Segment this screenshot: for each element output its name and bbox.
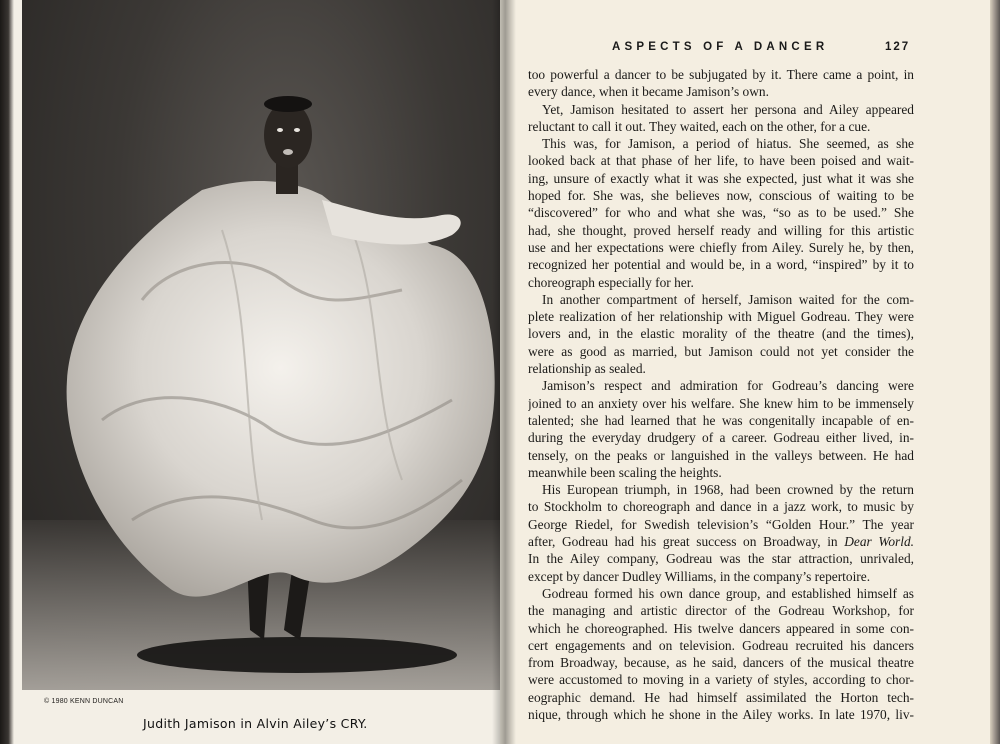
text-line-content: recognized her potential and would be, in a word, “inspired” by it to	[528, 257, 914, 273]
text-line	[528, 222, 914, 239]
text-line	[528, 325, 914, 342]
text-line-content: This was, for Jamison, a period of hiatus. She seemed, as she	[542, 136, 914, 152]
text-line	[528, 395, 914, 412]
text-line-content: ing, unsure of exactly what it was she expected, just what it was she	[528, 170, 914, 186]
text-line-content: use and her expectations were chiefly from Ailey. Surely he, by then,	[528, 239, 914, 255]
text-line-content: In another compartment of herself, Jamison waited for the com-	[542, 291, 914, 307]
text-line-content: were as good as married, but Jamison could not yet consider the	[528, 343, 914, 359]
text-line-content: every dance, when it became Jamison’s own.	[528, 84, 769, 100]
text-line	[528, 66, 914, 83]
text-line-content: In the Ailey company, Godreau was the star attraction, unrivaled,	[528, 551, 914, 567]
text-line-content: “discovered” for who and what she was, “so as to be used.” She	[528, 205, 914, 221]
dancer-illustration	[22, 0, 500, 690]
text-line	[528, 360, 914, 377]
text-line	[528, 550, 914, 567]
page-number: 127	[885, 41, 911, 53]
text-line-content: Yet, Jamison hesitated to assert her persona and Ailey appeared	[542, 101, 914, 117]
text-line	[528, 83, 914, 100]
text-line-content: to Stockholm to choreograph and dance in a jazz work, to music by	[528, 499, 914, 515]
left-page-edge	[0, 0, 14, 744]
text-line-content: were accustomed to moving in a variety of styles, according to chor-	[528, 672, 914, 688]
text-line-content: which he choreographed. His twelve dancers appeared in some con-	[528, 620, 914, 636]
text-line-content: except by dancer Dudley Williams, in the company’s repertoire.	[528, 568, 871, 584]
text-line	[528, 343, 914, 360]
italic-title: Dear World.	[844, 534, 914, 550]
text-line-content: too powerful a dancer to be subjugated by it. There came a point, in	[528, 67, 914, 82]
text-line	[528, 204, 914, 221]
text-line-content: George Riedel, for Swedish television’s “Golden Hour.” The year	[528, 516, 914, 532]
text-line-content: had, she thought, proved herself ready and willing for this artistic	[528, 222, 914, 238]
text-line-content: cert engagements and on television. Godreau recruited his dancers	[528, 637, 914, 653]
text-line	[528, 447, 914, 464]
body-text	[528, 66, 914, 723]
text-line	[528, 152, 914, 169]
text-line	[528, 170, 914, 187]
running-head: ASPECTS OF A DANCER	[612, 41, 829, 53]
text-line	[528, 671, 914, 688]
text-line-content: relationship as sealed.	[528, 361, 646, 377]
text-line-content: the managing and artistic director of the Godreau Workshop, for	[528, 603, 914, 619]
text-line	[528, 291, 914, 308]
text-line	[528, 239, 914, 256]
text-line	[528, 429, 914, 446]
book-gutter	[492, 0, 516, 744]
right-page-edge	[990, 0, 1000, 744]
text-line-content: joined to an anxiety over his welfare. She knew him to be immensely	[528, 395, 914, 411]
text-line	[528, 654, 914, 671]
text-line-content: hoped for. She was, she believes now, conscious of waiting to be	[528, 188, 914, 204]
text-line	[528, 620, 914, 637]
text-line	[528, 464, 914, 481]
text-line	[528, 135, 914, 152]
text-line-content: from Broadway, because, as he said, dancers of the musical theatre	[528, 655, 914, 671]
photo-caption: Judith Jamison in Alvin Ailey’s CRY.	[143, 716, 368, 731]
text-line-content: looked back at that phase of her life, to have been poised and wait-	[528, 153, 914, 169]
text-line	[528, 706, 914, 723]
text-line	[528, 568, 914, 585]
text-line	[528, 498, 914, 515]
text-line	[528, 187, 914, 204]
text-line-content: nique, through which he shone in the Ailey works. In late 1970, liv-	[528, 706, 914, 722]
text-line	[528, 118, 914, 135]
text-line-content: Godreau formed his own dance group, and established himself as	[542, 585, 914, 601]
text-line-content: after, Godreau had his great success on Broadway, in	[528, 534, 845, 550]
text-line	[528, 602, 914, 619]
text-line	[528, 585, 914, 602]
photo-credit: © 1980 KENN DUNCAN	[44, 698, 124, 705]
text-line	[528, 377, 914, 394]
text-line-content: eographic demand. He had himself assimilated the Horton tech-	[528, 689, 914, 705]
text-line-content: reluctant to call it out. They waited, each on the other, for a cue.	[528, 118, 871, 134]
text-line	[528, 101, 914, 118]
text-line-content: Jamison’s respect and admiration for Godreau’s dancing were	[542, 378, 914, 394]
text-line	[528, 412, 914, 429]
text-line-content: plete realization of her relationship with Miguel Godreau. They were	[528, 309, 914, 325]
text-line	[528, 637, 914, 654]
text-line-content: during the everyday drudgery of a career. Godreau either lived, in-	[528, 430, 914, 446]
text-line	[528, 274, 914, 291]
text-line-content: tensely, on the peaks or languished in the valleys between. He had	[528, 447, 914, 463]
text-line-content: lovers and, in the elastic morality of the theatre (and the times),	[528, 326, 914, 342]
text-line-content: His European triumph, in 1968, had been crowned by the return	[542, 482, 914, 498]
text-line	[528, 308, 914, 325]
text-line	[528, 516, 914, 533]
text-line	[528, 533, 914, 550]
text-line	[528, 689, 914, 706]
text-line	[528, 481, 914, 498]
text-line-content: choreograph especially for her.	[528, 274, 694, 290]
text-line-content: meanwhile been scaling the heights.	[528, 464, 722, 480]
text-line-content: talented; she had learned that he was congenitally incapable of en-	[528, 412, 914, 428]
dancer-photograph	[22, 0, 500, 690]
text-line	[528, 256, 914, 273]
right-page	[500, 0, 990, 744]
